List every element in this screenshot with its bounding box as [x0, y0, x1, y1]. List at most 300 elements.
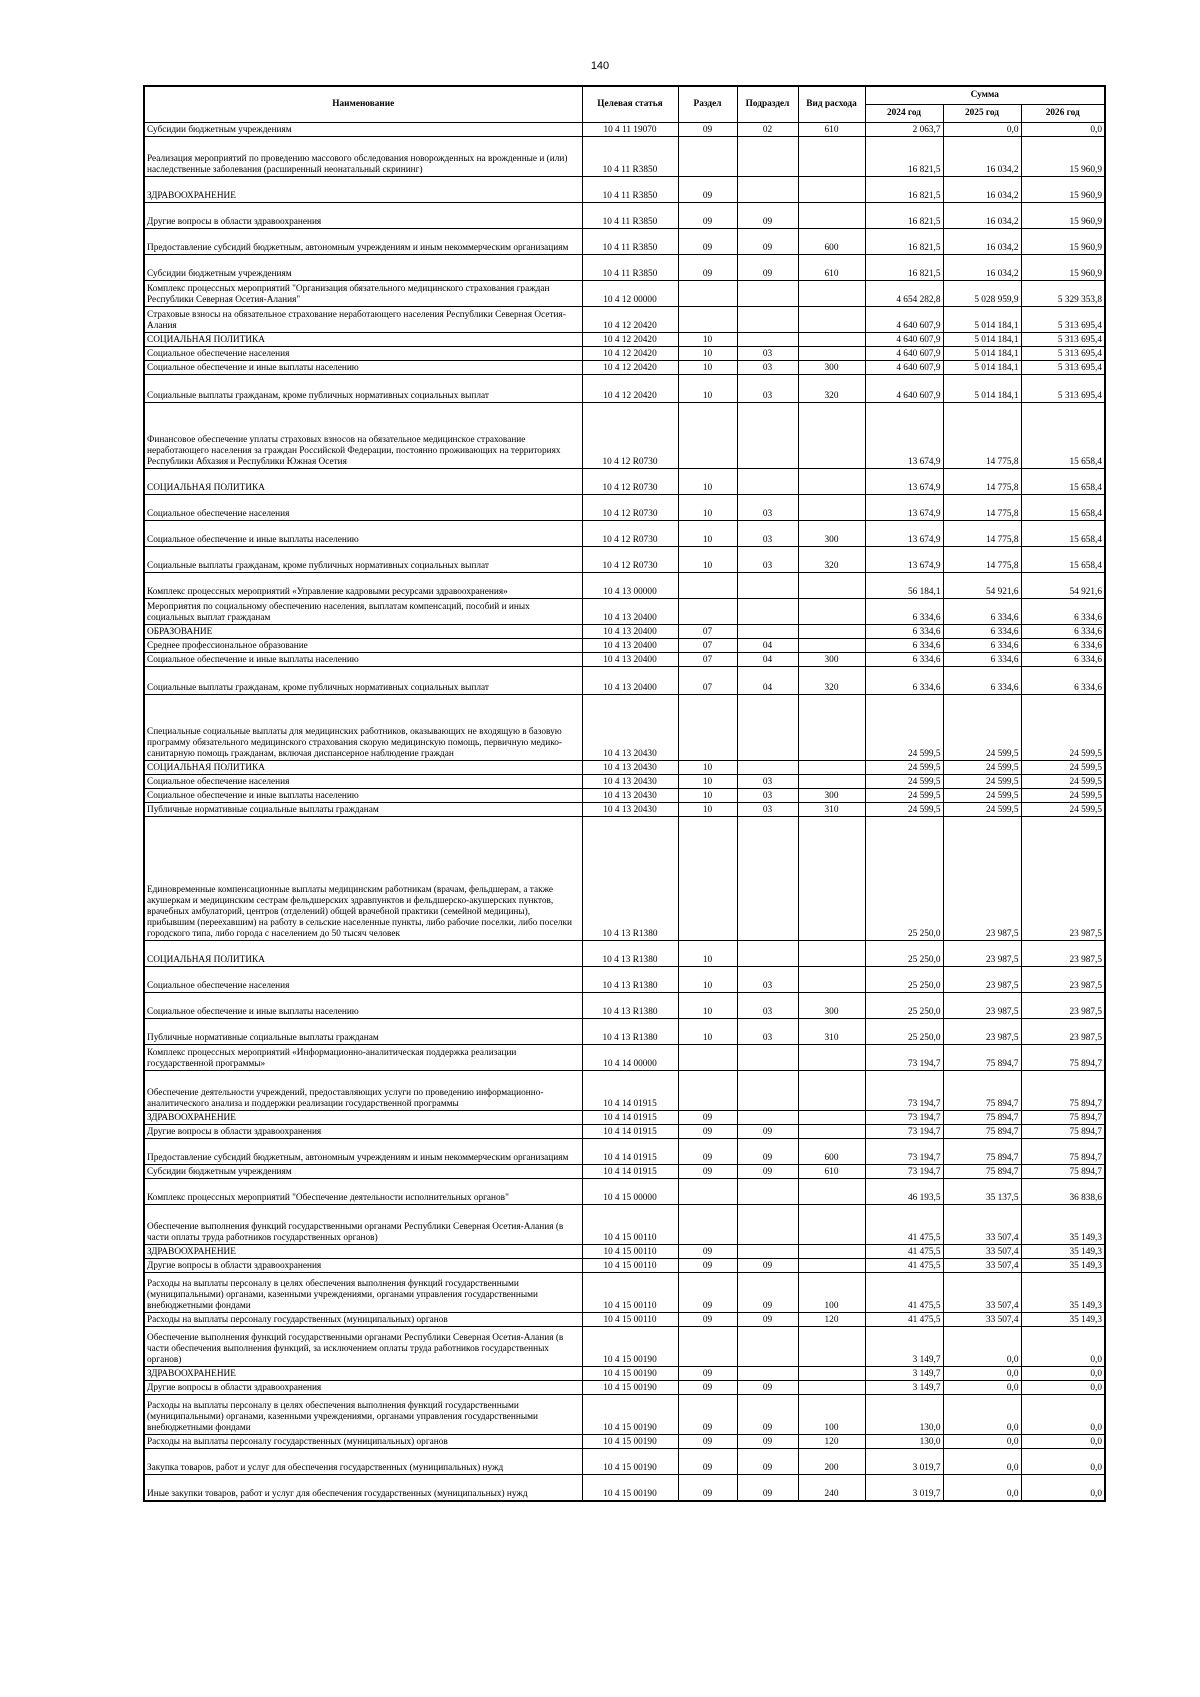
row-subsection: 03	[737, 361, 798, 375]
row-target: 10 4 13 R1380	[582, 817, 678, 941]
row-2024: 73 194,7	[865, 1139, 943, 1165]
table-body	[144, 123, 1105, 1501]
row-expense-type: 610	[798, 1165, 865, 1179]
row-2024: 3 149,7	[865, 1327, 943, 1367]
row-subsection: 03	[737, 803, 798, 817]
row-2026: 24 599,5	[1021, 761, 1105, 775]
header-name: Наименование	[144, 86, 582, 123]
table-row	[144, 775, 1105, 789]
row-target: 10 4 12 R0730	[582, 547, 678, 573]
row-2025: 16 034,2	[943, 229, 1021, 255]
row-subsection: 03	[737, 775, 798, 789]
row-expense-type	[798, 1179, 865, 1205]
row-expense-type	[798, 639, 865, 653]
row-2025: 5 014 184,1	[943, 375, 1021, 403]
row-section: 09	[678, 1367, 737, 1381]
row-2024: 4 640 607,9	[865, 347, 943, 361]
row-name: Иные закупки товаров, работ и услуг для обеспечения государственных (муниципальных) нужд	[144, 1475, 582, 1501]
table-row	[144, 1313, 1105, 1327]
row-target: 10 4 13 20400	[582, 639, 678, 653]
row-section: 07	[678, 653, 737, 667]
row-target: 10 4 12 20420	[582, 347, 678, 361]
row-section: 09	[678, 1165, 737, 1179]
table-row	[144, 1205, 1105, 1245]
row-expense-type	[798, 1111, 865, 1125]
row-name: Социальное обеспечение и иные выплаты населению	[144, 993, 582, 1019]
row-expense-type: 300	[798, 521, 865, 547]
row-2025: 6 334,6	[943, 625, 1021, 639]
row-subsection	[737, 573, 798, 599]
row-expense-type	[798, 967, 865, 993]
row-section	[678, 307, 737, 333]
row-subsection: 03	[737, 547, 798, 573]
row-section: 09	[678, 1381, 737, 1395]
row-2026: 6 334,6	[1021, 599, 1105, 625]
row-target: 10 4 15 00190	[582, 1475, 678, 1501]
row-name: Расходы на выплаты персоналу в целях обеспечения выполнения функций государственными (муниципальными) органами, казенными учреждениями, органами управления государственными внебюджетными фондами	[144, 1395, 582, 1435]
row-expense-type	[798, 1205, 865, 1245]
row-subsection	[737, 469, 798, 495]
row-section: 07	[678, 667, 737, 695]
row-subsection	[737, 1245, 798, 1259]
row-2026: 15 658,4	[1021, 521, 1105, 547]
row-target: 10 4 15 00110	[582, 1245, 678, 1259]
row-subsection: 09	[737, 1395, 798, 1435]
row-name: Другие вопросы в области здравоохранения	[144, 203, 582, 229]
row-2025: 16 034,2	[943, 137, 1021, 177]
row-2026: 0,0	[1021, 1395, 1105, 1435]
row-2024: 25 250,0	[865, 1019, 943, 1045]
row-expense-type	[798, 573, 865, 599]
table-row	[144, 307, 1105, 333]
table-row	[144, 1245, 1105, 1259]
row-2026: 75 894,7	[1021, 1111, 1105, 1125]
row-name: Публичные нормативные социальные выплаты гражданам	[144, 803, 582, 817]
row-2026: 0,0	[1021, 1475, 1105, 1501]
row-expense-type	[798, 469, 865, 495]
row-target: 10 4 15 00190	[582, 1327, 678, 1367]
row-2024: 73 194,7	[865, 1111, 943, 1125]
row-subsection: 09	[737, 255, 798, 281]
row-expense-type	[798, 137, 865, 177]
row-subsection: 09	[737, 1449, 798, 1475]
row-2025: 54 921,6	[943, 573, 1021, 599]
row-subsection: 03	[737, 993, 798, 1019]
table-row	[144, 177, 1105, 203]
row-expense-type: 310	[798, 803, 865, 817]
row-target: 10 4 12 20420	[582, 375, 678, 403]
row-expense-type: 200	[798, 1449, 865, 1475]
row-target: 10 4 11 R3850	[582, 203, 678, 229]
row-2025: 6 334,6	[943, 639, 1021, 653]
row-subsection	[737, 599, 798, 625]
row-name: ЗДРАВООХРАНЕНИЕ	[144, 1367, 582, 1381]
row-2026: 24 599,5	[1021, 789, 1105, 803]
row-2024: 6 334,6	[865, 599, 943, 625]
row-expense-type	[798, 1045, 865, 1071]
row-2026: 23 987,5	[1021, 993, 1105, 1019]
row-section: 09	[678, 177, 737, 203]
row-2025: 14 775,8	[943, 521, 1021, 547]
header-2026: 2026 год	[1021, 105, 1105, 123]
table-row	[144, 599, 1105, 625]
row-name: СОЦИАЛЬНАЯ ПОЛИТИКА	[144, 761, 582, 775]
row-2024: 4 640 607,9	[865, 361, 943, 375]
row-2024: 46 193,5	[865, 1179, 943, 1205]
row-name: Субсидии бюджетным учреждениям	[144, 255, 582, 281]
table-row	[144, 333, 1105, 347]
row-expense-type: 600	[798, 1139, 865, 1165]
row-2025: 33 507,4	[943, 1259, 1021, 1273]
table-row	[144, 1381, 1105, 1395]
row-2026: 24 599,5	[1021, 803, 1105, 817]
row-subsection	[737, 281, 798, 307]
row-expense-type: 310	[798, 1019, 865, 1045]
row-2026: 75 894,7	[1021, 1165, 1105, 1179]
row-2026: 0,0	[1021, 1381, 1105, 1395]
row-section: 09	[678, 255, 737, 281]
row-2026: 6 334,6	[1021, 639, 1105, 653]
row-target: 10 4 12 00000	[582, 281, 678, 307]
row-2024: 3 019,7	[865, 1475, 943, 1501]
row-2024: 13 674,9	[865, 403, 943, 469]
row-section	[678, 599, 737, 625]
table-row	[144, 469, 1105, 495]
row-2026: 5 313 695,4	[1021, 307, 1105, 333]
row-2024: 6 334,6	[865, 625, 943, 639]
row-name: Социальное обеспечение населения	[144, 347, 582, 361]
row-2026: 15 960,9	[1021, 229, 1105, 255]
row-subsection	[737, 625, 798, 639]
row-2024: 16 821,5	[865, 229, 943, 255]
table-row	[144, 375, 1105, 403]
row-expense-type: 320	[798, 667, 865, 695]
row-name: Среднее профессиональное образование	[144, 639, 582, 653]
row-2024: 73 194,7	[865, 1165, 943, 1179]
row-name: Комплекс процессных мероприятий «Информационно-аналитическая поддержка реализации государственной программы»	[144, 1045, 582, 1071]
row-target: 10 4 12 20420	[582, 361, 678, 375]
row-2025: 33 507,4	[943, 1273, 1021, 1313]
row-section: 10	[678, 469, 737, 495]
header-section: Раздел	[678, 86, 737, 123]
row-2024: 4 640 607,9	[865, 375, 943, 403]
row-target: 10 4 15 00190	[582, 1367, 678, 1381]
row-2026: 15 658,4	[1021, 547, 1105, 573]
header-2024: 2024 год	[865, 105, 943, 123]
row-target: 10 4 12 R0730	[582, 469, 678, 495]
row-target: 10 4 11 19070	[582, 123, 678, 137]
row-section: 10	[678, 967, 737, 993]
row-target: 10 4 14 01915	[582, 1125, 678, 1139]
row-2025: 33 507,4	[943, 1245, 1021, 1259]
row-section	[678, 573, 737, 599]
row-2026: 75 894,7	[1021, 1125, 1105, 1139]
row-target: 10 4 15 00110	[582, 1313, 678, 1327]
row-subsection	[737, 1045, 798, 1071]
row-2024: 24 599,5	[865, 761, 943, 775]
row-name: Комплекс процессных мероприятий "Организация обязательного медицинского страхования граждан Республики Северная Осетия-Алания"	[144, 281, 582, 307]
row-expense-type	[798, 695, 865, 761]
row-target: 10 4 14 01915	[582, 1071, 678, 1111]
row-name: ЗДРАВООХРАНЕНИЕ	[144, 1111, 582, 1125]
row-2025: 0,0	[943, 1395, 1021, 1435]
row-2024: 16 821,5	[865, 255, 943, 281]
row-expense-type	[798, 599, 865, 625]
row-2026: 5 313 695,4	[1021, 361, 1105, 375]
header-subsection: Подраздел	[737, 86, 798, 123]
row-2026: 6 334,6	[1021, 667, 1105, 695]
table-row	[144, 137, 1105, 177]
row-name: Единовременные компенсационные выплаты медицинским работникам (врачам, фельдшерам, а также акушеркам и медицинским сестрам фельдшерских здравпунктов и фельдшерско-акушерских пунктов, врачебных амбулаторий, центров (отделений) общей врачебной практики (семейной медицины), прибывшим (переехавшим) на работу в сельские населенные пункты, либо рабочие поселки, либо поселки городского типа, либо города с населением до 50 тысяч человек	[144, 817, 582, 941]
row-target: 10 4 13 20430	[582, 761, 678, 775]
row-expense-type: 300	[798, 653, 865, 667]
row-expense-type: 610	[798, 255, 865, 281]
row-target: 10 4 13 R1380	[582, 993, 678, 1019]
table-row	[144, 803, 1105, 817]
row-2026: 23 987,5	[1021, 967, 1105, 993]
row-2025: 33 507,4	[943, 1205, 1021, 1245]
row-name: Предоставление субсидий бюджетным, автономным учреждениям и иным некоммерческим организациям	[144, 1139, 582, 1165]
row-subsection: 03	[737, 1019, 798, 1045]
row-subsection: 09	[737, 1475, 798, 1501]
budget-table	[143, 85, 1106, 1502]
row-2025: 24 599,5	[943, 695, 1021, 761]
row-subsection: 03	[737, 495, 798, 521]
row-target: 10 4 13 R1380	[582, 967, 678, 993]
row-section: 10	[678, 941, 737, 967]
row-2026: 0,0	[1021, 1435, 1105, 1449]
row-name: Расходы на выплаты персоналу в целях обеспечения выполнения функций государственными (муниципальными) органами, казенными учреждениями, органами управления государственными внебюджетными фондами	[144, 1273, 582, 1313]
header-2025: 2025 год	[943, 105, 1021, 123]
row-name: Социальное обеспечение населения	[144, 495, 582, 521]
row-section: 10	[678, 803, 737, 817]
row-2024: 4 640 607,9	[865, 333, 943, 347]
row-2026: 23 987,5	[1021, 1019, 1105, 1045]
row-subsection: 09	[737, 1435, 798, 1449]
row-2024: 25 250,0	[865, 941, 943, 967]
row-2025: 0,0	[943, 123, 1021, 137]
row-name: ЗДРАВООХРАНЕНИЕ	[144, 1245, 582, 1259]
row-subsection	[737, 1367, 798, 1381]
row-subsection: 09	[737, 1139, 798, 1165]
row-2024: 24 599,5	[865, 789, 943, 803]
row-2024: 13 674,9	[865, 495, 943, 521]
row-expense-type	[798, 347, 865, 361]
row-section: 09	[678, 1313, 737, 1327]
row-target: 10 4 13 R1380	[582, 1019, 678, 1045]
row-section: 10	[678, 789, 737, 803]
row-expense-type	[798, 941, 865, 967]
row-section	[678, 1071, 737, 1111]
row-name: СОЦИАЛЬНАЯ ПОЛИТИКА	[144, 941, 582, 967]
row-section: 09	[678, 123, 737, 137]
row-target: 10 4 13 20430	[582, 695, 678, 761]
row-section: 10	[678, 775, 737, 789]
table-row	[144, 255, 1105, 281]
row-subsection	[737, 1205, 798, 1245]
row-2026: 5 329 353,8	[1021, 281, 1105, 307]
header-expense-type: Вид расхода	[798, 86, 865, 123]
row-section: 07	[678, 625, 737, 639]
row-target: 10 4 15 00190	[582, 1435, 678, 1449]
row-2024: 2 063,7	[865, 123, 943, 137]
row-subsection: 04	[737, 639, 798, 653]
row-section: 09	[678, 1139, 737, 1165]
row-expense-type	[798, 1381, 865, 1395]
table-row	[144, 123, 1105, 137]
row-target: 10 4 14 01915	[582, 1111, 678, 1125]
row-name: СОЦИАЛЬНАЯ ПОЛИТИКА	[144, 333, 582, 347]
row-name: Другие вопросы в области здравоохранения	[144, 1259, 582, 1273]
row-2026: 35 149,3	[1021, 1245, 1105, 1259]
row-2025: 23 987,5	[943, 941, 1021, 967]
row-expense-type: 610	[798, 123, 865, 137]
row-section: 09	[678, 1475, 737, 1501]
row-target: 10 4 15 00000	[582, 1179, 678, 1205]
row-expense-type: 320	[798, 547, 865, 573]
row-2024: 41 475,5	[865, 1313, 943, 1327]
row-subsection	[737, 1071, 798, 1111]
row-2026: 36 838,6	[1021, 1179, 1105, 1205]
row-section	[678, 1327, 737, 1367]
row-name: Субсидии бюджетным учреждениям	[144, 123, 582, 137]
row-name: ЗДРАВООХРАНЕНИЕ	[144, 177, 582, 203]
row-target: 10 4 11 R3850	[582, 229, 678, 255]
row-name: Социальные выплаты гражданам, кроме публичных нормативных социальных выплат	[144, 375, 582, 403]
row-expense-type	[798, 333, 865, 347]
row-2025: 6 334,6	[943, 653, 1021, 667]
header-row	[144, 86, 1105, 105]
row-name: Страховые взносы на обязательное страхование неработающего населения Республики Северная Осетия-Алания	[144, 307, 582, 333]
row-2024: 6 334,6	[865, 653, 943, 667]
row-2025: 0,0	[943, 1435, 1021, 1449]
row-expense-type: 300	[798, 361, 865, 375]
row-2026: 15 960,9	[1021, 203, 1105, 229]
row-target: 10 4 15 00110	[582, 1205, 678, 1245]
table-row	[144, 521, 1105, 547]
row-name: Социальное обеспечение и иные выплаты населению	[144, 653, 582, 667]
row-subsection	[737, 177, 798, 203]
row-expense-type	[798, 1367, 865, 1381]
row-subsection: 03	[737, 375, 798, 403]
row-expense-type	[798, 1259, 865, 1273]
row-name: Предоставление субсидий бюджетным, автономным учреждениям и иным некоммерческим организациям	[144, 229, 582, 255]
row-2026: 23 987,5	[1021, 817, 1105, 941]
table-row	[144, 1367, 1105, 1381]
row-section: 10	[678, 375, 737, 403]
row-section: 09	[678, 1449, 737, 1475]
table-row	[144, 1125, 1105, 1139]
row-2025: 24 599,5	[943, 775, 1021, 789]
row-2025: 5 028 959,9	[943, 281, 1021, 307]
row-target: 10 4 12 R0730	[582, 403, 678, 469]
row-target: 10 4 12 20420	[582, 333, 678, 347]
row-expense-type	[798, 307, 865, 333]
row-target: 10 4 13 20400	[582, 599, 678, 625]
header-target: Целевая статья	[582, 86, 678, 123]
table-row	[144, 403, 1105, 469]
row-2024: 25 250,0	[865, 967, 943, 993]
row-2024: 73 194,7	[865, 1071, 943, 1111]
row-subsection: 03	[737, 521, 798, 547]
row-subsection	[737, 1327, 798, 1367]
row-2025: 14 775,8	[943, 495, 1021, 521]
row-2026: 24 599,5	[1021, 775, 1105, 789]
row-2025: 75 894,7	[943, 1045, 1021, 1071]
table-row	[144, 817, 1105, 941]
row-2026: 15 658,4	[1021, 403, 1105, 469]
table-row	[144, 1475, 1105, 1501]
row-section	[678, 281, 737, 307]
row-section	[678, 1179, 737, 1205]
row-section: 09	[678, 1435, 737, 1449]
row-subsection: 09	[737, 1125, 798, 1139]
row-target: 10 4 12 R0730	[582, 521, 678, 547]
row-subsection: 09	[737, 1273, 798, 1313]
row-target: 10 4 13 00000	[582, 573, 678, 599]
row-section: 10	[678, 993, 737, 1019]
row-name: Социальное обеспечение населения	[144, 967, 582, 993]
row-2026: 15 960,9	[1021, 255, 1105, 281]
row-subsection: 09	[737, 1313, 798, 1327]
row-section	[678, 1205, 737, 1245]
table-row	[144, 1179, 1105, 1205]
row-2024: 25 250,0	[865, 817, 943, 941]
row-2026: 35 149,3	[1021, 1259, 1105, 1273]
row-2026: 0,0	[1021, 1367, 1105, 1381]
row-2026: 0,0	[1021, 1449, 1105, 1475]
row-2025: 0,0	[943, 1367, 1021, 1381]
row-subsection	[737, 941, 798, 967]
row-2026: 5 313 695,4	[1021, 347, 1105, 361]
row-target: 10 4 14 01915	[582, 1139, 678, 1165]
row-2024: 41 475,5	[865, 1273, 943, 1313]
row-subsection: 09	[737, 1381, 798, 1395]
row-2026: 15 658,4	[1021, 469, 1105, 495]
row-2025: 0,0	[943, 1327, 1021, 1367]
row-2026: 15 960,9	[1021, 137, 1105, 177]
table-row	[144, 1273, 1105, 1313]
row-expense-type	[798, 625, 865, 639]
row-2025: 75 894,7	[943, 1111, 1021, 1125]
row-target: 10 4 13 R1380	[582, 941, 678, 967]
row-2026: 54 921,6	[1021, 573, 1105, 599]
row-section: 09	[678, 1259, 737, 1273]
row-section: 09	[678, 1395, 737, 1435]
row-2025: 5 014 184,1	[943, 361, 1021, 375]
row-2026: 23 987,5	[1021, 941, 1105, 967]
table-row	[144, 1259, 1105, 1273]
row-2025: 24 599,5	[943, 789, 1021, 803]
row-target: 10 4 15 00190	[582, 1381, 678, 1395]
row-2024: 13 674,9	[865, 547, 943, 573]
row-subsection	[737, 695, 798, 761]
row-2025: 6 334,6	[943, 599, 1021, 625]
row-subsection: 04	[737, 653, 798, 667]
row-2025: 6 334,6	[943, 667, 1021, 695]
row-section	[678, 137, 737, 177]
table-row	[144, 1111, 1105, 1125]
table-row	[144, 653, 1105, 667]
row-section: 09	[678, 1245, 737, 1259]
row-subsection	[737, 137, 798, 177]
row-name: Обеспечение выполнения функций государственными органами Республики Северная Осетия-Алания (в части обеспечения выполнения функций, за исключением оплаты труда работников государственных органов)	[144, 1327, 582, 1367]
table-row	[144, 789, 1105, 803]
row-name: Другие вопросы в области здравоохранения	[144, 1381, 582, 1395]
row-name: Реализация мероприятий по проведению массового обследования новорожденных на врожденные и (или) наследственные заболевания (расширенный неонатальный скрининг)	[144, 137, 582, 177]
row-2024: 24 599,5	[865, 695, 943, 761]
table-row	[144, 695, 1105, 761]
